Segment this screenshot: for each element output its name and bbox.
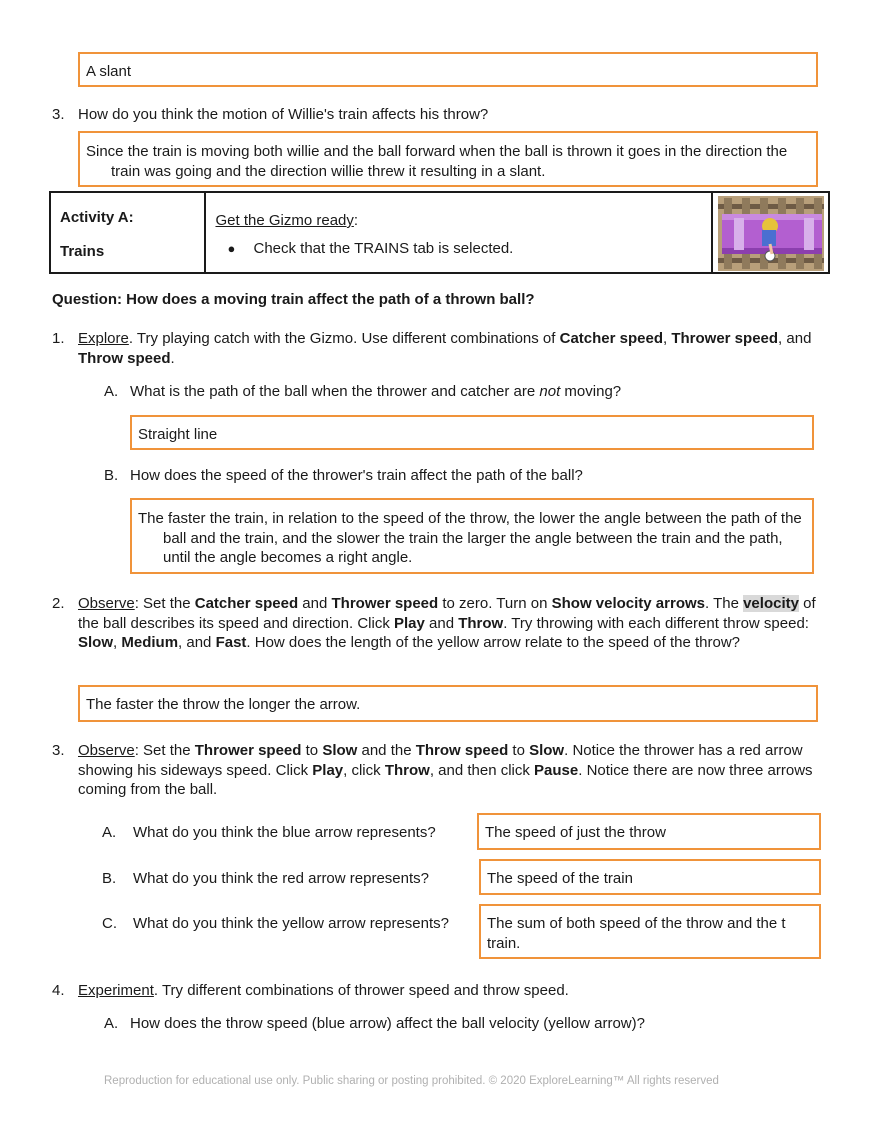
- bullet-text: Check that the TRAINS tab is selected.: [253, 239, 514, 257]
- answer-box-slant[interactable]: [78, 52, 818, 87]
- item-number: 4.: [52, 982, 65, 999]
- sub-letter: B.: [104, 467, 119, 484]
- question-text: How do you think the motion of Willie's train affects his throw?: [78, 106, 489, 123]
- gizmo-train-thumbnail-icon: [718, 196, 824, 271]
- sub-letter: A.: [104, 383, 119, 400]
- bullet-dot: ●: [227, 240, 236, 256]
- item-label: Observe: [78, 595, 135, 612]
- item-3b: B. What do you think the red arrow represents?: [102, 870, 429, 887]
- answer-text: The faster the throw the longer the arrow.: [86, 696, 361, 713]
- item-3a: A. What do you think the blue arrow represents?: [102, 824, 436, 841]
- answer-box-train-speed[interactable]: [130, 498, 814, 574]
- bullet-item: [215, 239, 711, 259]
- item-1a: A. What is the path of the ball when the thrower and catcher are not moving?: [104, 383, 622, 400]
- answer-text: The sum of both speed of the throw and the t train.: [487, 915, 786, 952]
- answer-box-red-arrow[interactable]: [479, 859, 821, 895]
- activity-label-cell: [50, 192, 205, 273]
- activity-thumbnail-cell: [712, 192, 829, 273]
- gizmo-ready-link: Get the Gizmo ready: [215, 212, 354, 229]
- question-number: 3.: [52, 106, 65, 123]
- item-2-observe: 2. Observe: Set the Catcher speed and Thrower speed to zero. Turn on Show velocity arrows. The velocity of the ball describes its speed and direction. Click Play and Throw. Try throwing with each different throw speed: Slow, Medium, and Fast. How does the length of the yellow arrow relate to the speed of the throw?: [52, 595, 816, 651]
- answer-text: A slant: [86, 63, 132, 80]
- question-3-prev: [52, 105, 822, 125]
- answer-text: Straight line: [138, 426, 218, 443]
- question-heading: Question: How does a moving train affect the path of a thrown ball?: [52, 291, 535, 308]
- sub-letter: A.: [102, 824, 117, 841]
- item-label: Explore: [78, 330, 129, 347]
- sub-letter: A.: [104, 1015, 119, 1032]
- answer-text: Since the train is moving both willie and the ball forward when the ball is thrown it goes in the direction the train was going and the direction willie threw it resulting in a slant.: [86, 143, 788, 180]
- answer-box-yellow-arrow[interactable]: [479, 904, 821, 959]
- answer-text: The speed of the train: [487, 870, 633, 887]
- velocity-term: velocity: [743, 595, 799, 612]
- item-4a: A. How does the throw speed (blue arrow) affect the ball velocity (yellow arrow)?: [104, 1015, 645, 1032]
- footer-copyright: Reproduction for educational use only. Public sharing or posting prohibited. © 2020 ExploreLearning™ All rights reserved: [104, 1075, 719, 1087]
- activity-table: [49, 191, 830, 274]
- item-3-observe: 3. Observe: Set the Thrower speed to Slow and the Throw speed to Slow. Notice the thrower has a red arrow showing his sideways speed. Click Play, click Throw, and then click Pause. Notice there are now three arrows coming from the ball.: [52, 742, 813, 798]
- item-3c: C. What do you think the yellow arrow represents?: [102, 915, 449, 932]
- answer-text: The faster the train, in relation to the speed of the throw, the lower the angle between the path of the ball and the train, and the slower the train the larger the angle between the train and the path, until the angle becomes a right angle.: [138, 510, 802, 566]
- item-number: 3.: [52, 742, 65, 759]
- sub-letter: B.: [102, 870, 117, 887]
- answer-box-arrow-length[interactable]: [78, 685, 818, 722]
- sub-letter: C.: [102, 915, 117, 932]
- answer-box-blue-arrow[interactable]: [477, 813, 821, 850]
- item-label: Observe: [78, 742, 135, 759]
- item-1b: B. How does the speed of the thrower's train affect the path of the ball?: [104, 467, 583, 484]
- item-4-experiment: 4. Experiment. Try different combinations of thrower speed and throw speed.: [52, 982, 569, 999]
- activity-name: Trains: [60, 242, 105, 260]
- item-label: Experiment: [78, 982, 154, 999]
- item-number: 1.: [52, 330, 65, 347]
- answer-box-straight-line[interactable]: [130, 415, 814, 450]
- activity-label: Activity A:: [60, 209, 134, 226]
- activity-instructions-cell: [205, 192, 712, 273]
- answer-box-train-motion[interactable]: [78, 131, 818, 187]
- item-number: 2.: [52, 595, 65, 612]
- answer-text: The speed of just the throw: [485, 824, 666, 841]
- gizmo-ready-heading: Get the Gizmo ready:: [215, 212, 359, 229]
- item-1-explore: 1. Explore. Try playing catch with the Gizmo. Use different combinations of Catcher speed, Thrower speed, and Throw speed.: [52, 330, 812, 367]
